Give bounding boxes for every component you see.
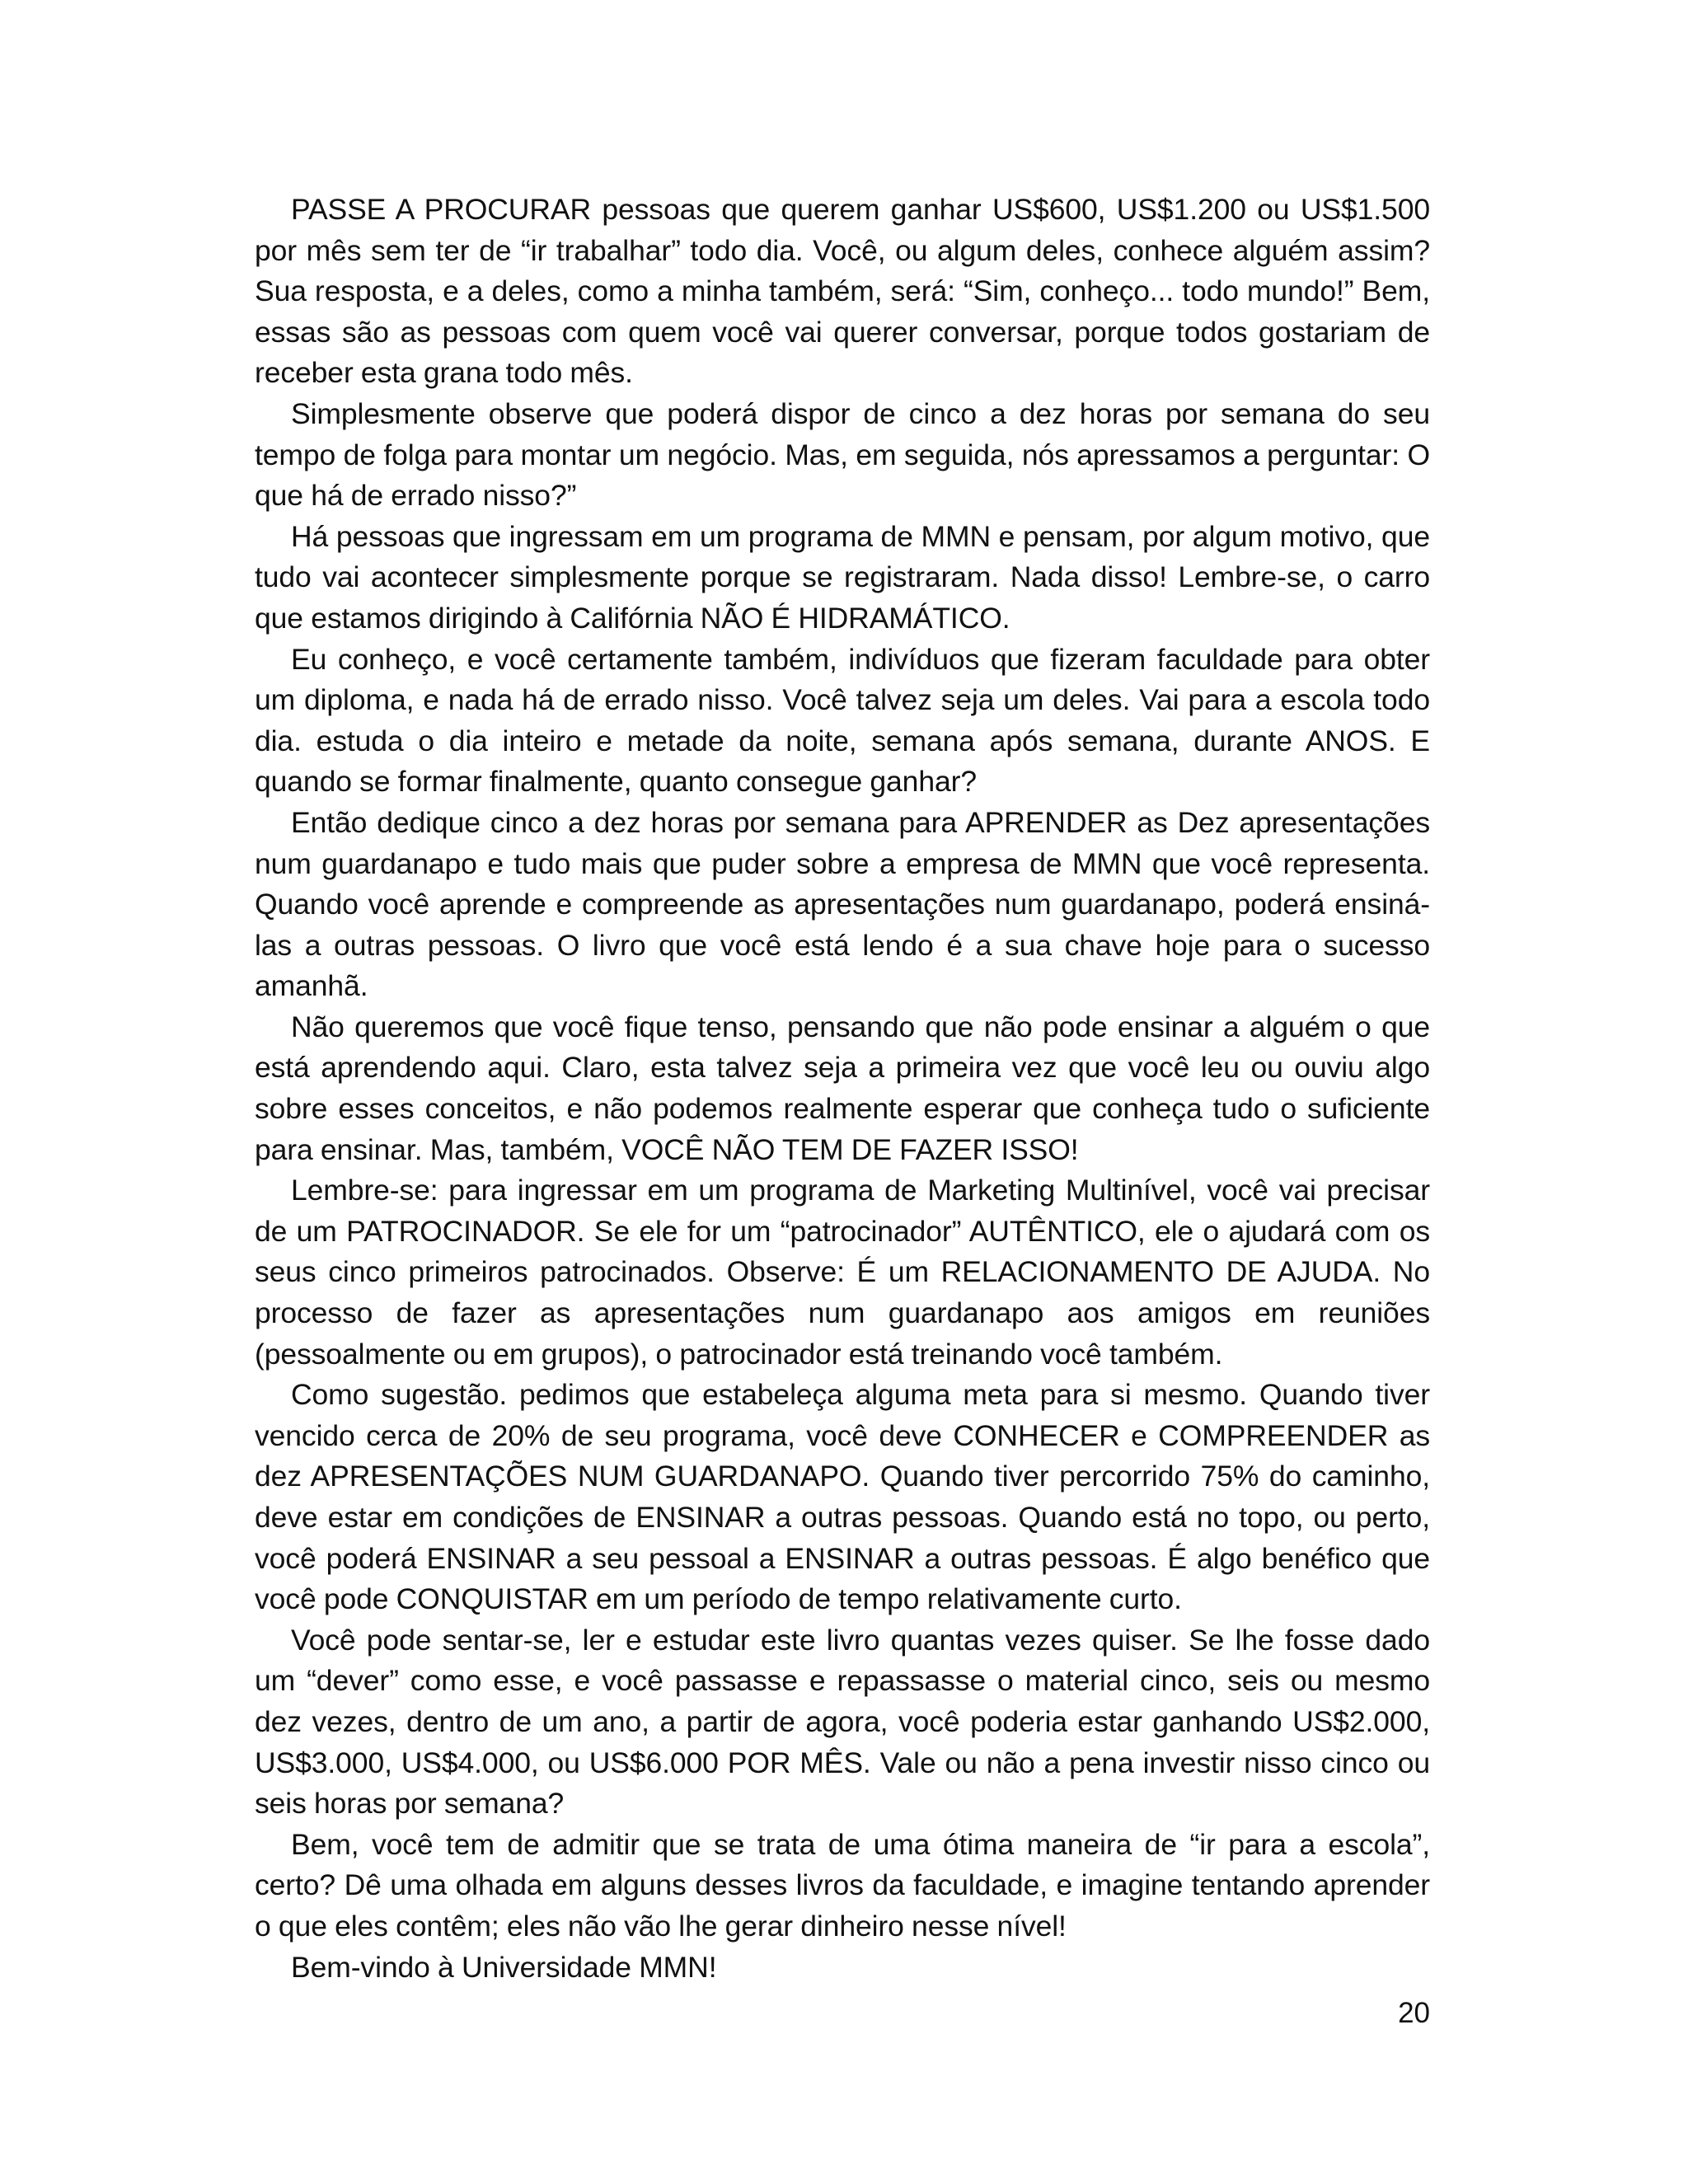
paragraph: Você pode sentar-se, ler e estudar este livro quantas vezes quiser. Se lhe fosse dado um “dever” como esse, e você passasse e repassasse o material cinco, seis ou mesmo dez vezes, dentro de um ano, a partir de agora, você poderia estar ganhando US$2.000, US$3.000, US$4.000, ou US$6.000 POR MÊS. Vale ou não a pena investir nisso cinco ou seis horas por semana? bbox=[255, 1623, 1430, 1821]
paragraph: Então dedique cinco a dez horas por semana para APRENDER as Dez apresentações num guardanapo e tudo mais que puder sobre a empresa de MMN que você representa. Quando você aprende e compreende as apresentações num guardanapo, poderá ensiná-las a outras pessoas. O livro que você está lendo é a sua chave hoje para o sucesso amanhã. bbox=[255, 805, 1430, 1003]
paragraph: Há pessoas que ingressam em um programa de MMN e pensam, por algum motivo, que tudo vai acontecer simplesmente porque se registraram. Nada disso! Lembre-se, o carro que estamos dirigindo à Califórnia NÃO É HIDRAMÁTICO. bbox=[255, 519, 1430, 635]
paragraph: PASSE A PROCURAR pessoas que querem ganhar US$600, US$1.200 ou US$1.500 por mês sem ter de “ir trabalhar” todo dia. Você, ou algum deles, conhece alguém assim? Sua resposta, e a deles, como a minha também, será: “Sim, conheço... todo mundo!” Bem, essas são as pessoas com quem você vai querer conversar, porque todos gostariam de receber esta grana todo mês. bbox=[255, 193, 1430, 390]
paragraph: Lembre-se: para ingressar em um programa de Marketing Multinível, você vai precisar de um PATROCINADOR. Se ele for um “patrocinador” AUTÊNTICO, ele o ajudará com os seus cinco primeiros patrocinados. Observe: É um RELACIONAMENTO DE AJUDA. No processo de fazer as apresentações num guardanapo aos amigos em reuniões (pessoalmente ou em grupos), o patrocinador está treinando você também. bbox=[255, 1174, 1430, 1371]
paragraph: Bem-vindo à Universidade MMN! bbox=[291, 1950, 717, 1984]
paragraph: Como sugestão. pedimos que estabeleça alguma meta para si mesmo. Quando tiver vencido cerca de 20% de seu programa, você deve CONHECER e COMPREENDER as dez APRESENTAÇÕES NUM GUARDANAPO. Quando tiver percorrido 75% do caminho, deve estar em condições de ENSINAR a outras pessoas. Quando está no topo, ou perto, você poderá ENSINAR a seu pessoal a ENSINAR a outras pessoas. É algo benéfico que você pode CONQUISTAR em um período de tempo relativamente curto. bbox=[255, 1378, 1430, 1616]
paragraph: Não queremos que você fique tenso, pensando que não pode ensinar a alguém o que está aprendendo aqui. Claro, esta talvez seja a primeira vez que você leu ou ouviu algo sobre esses conceitos, e não podemos realmente esperar que conheça tudo o suficiente para ensinar. Mas, também, VOCÊ NÃO TEM DE FAZER ISSO! bbox=[255, 1010, 1430, 1166]
paragraph: Eu conheço, e você certamente também, indivíduos que fizeram faculdade para obter um diploma, e nada há de errado nisso. Você talvez seja um deles. Vai para a escola todo dia. estuda o dia inteiro e metade da noite, semana após semana, durante ANOS. E quando se formar finalmente, quanto consegue ganhar? bbox=[255, 642, 1430, 799]
page-number: 20 bbox=[1398, 1997, 1430, 2029]
paragraph: Bem, você tem de admitir que se trata de uma ótima maneira de “ir para a escola”, certo? Dê uma olhada em alguns desses livros da faculdade, e imagine tentando aprender o que eles contêm; eles não vão lhe gerar dinheiro nesse nível! bbox=[255, 1827, 1430, 1943]
page-body bbox=[255, 190, 1430, 1988]
paragraph: Simplesmente observe que poderá dispor de cinco a dez horas por semana do seu tempo de folga para montar um negócio. Mas, em seguida, nós apressamos a perguntar: O que há de errado nisso?” bbox=[255, 396, 1430, 513]
